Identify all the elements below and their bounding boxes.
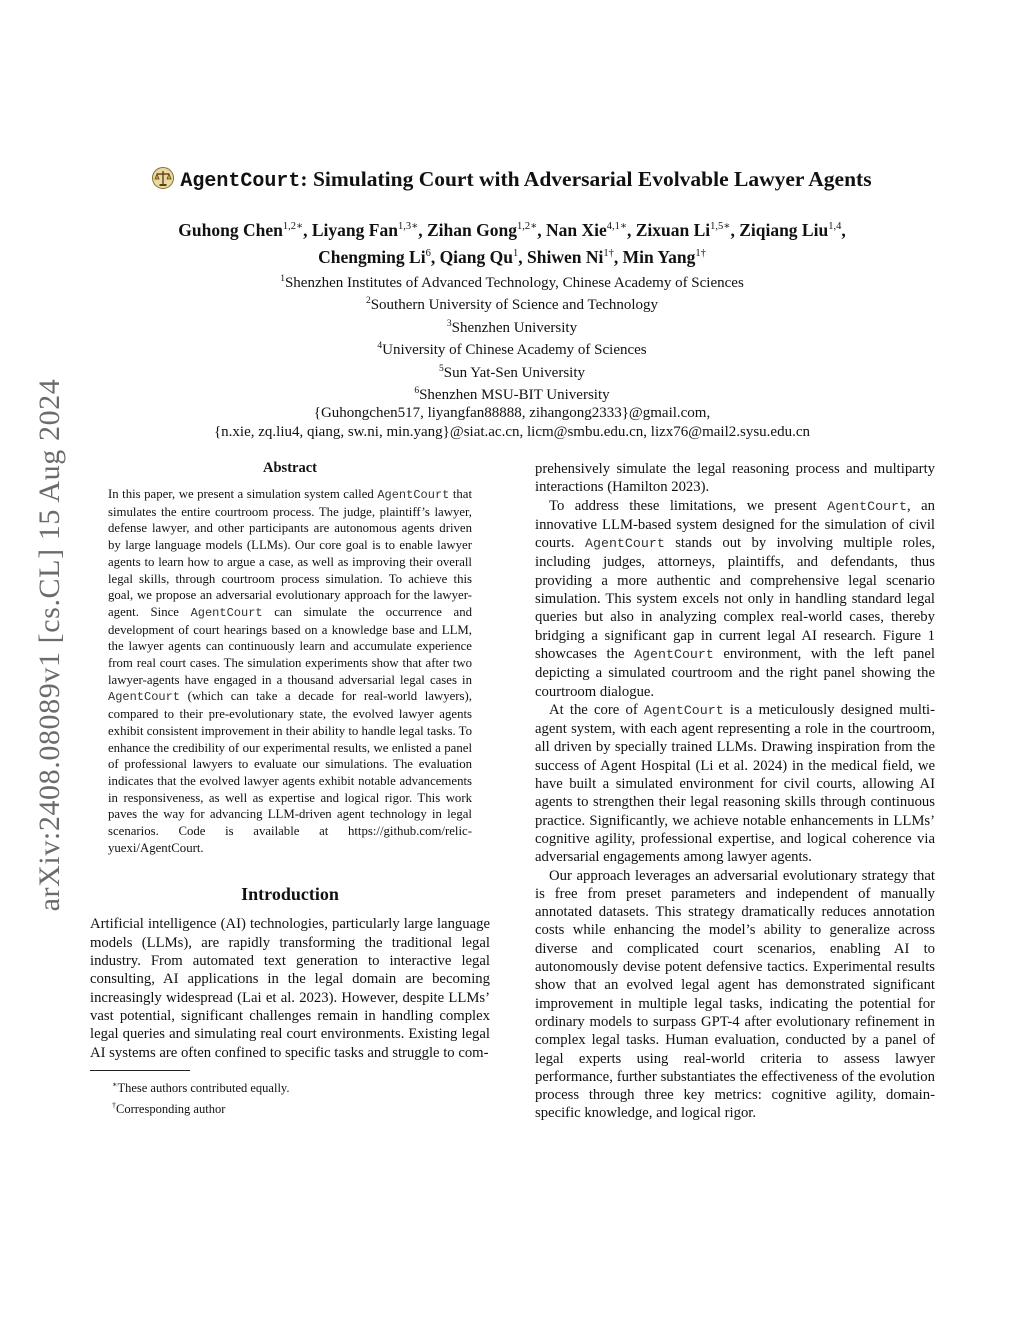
author: Shiwen $Ni^{1\dagger}$, (527, 246, 623, 267)
author: Chengming Li$^6$, (318, 246, 440, 267)
abstract-text: In this paper, we present a simulation system called AgentCourt that simulates the entire courtroom process. The judge, plaintiff’s lawyer, defense lawyer, and other participants are autonomous agents driven by large language models (LLMs). Our core goal is to enable lawyer agents to learn how to argue a case, as well as improving their overall legal skills, through courtroom process simulation. To achieve this goal, we propose an adversarial evolutionary approach for the lawyer-agent. Since AgentCourt can simulate the occurrence and development of court hearings based on a knowledge base and LLM, the lawyer agents can continuously learn and accumulate experience from real court cases. The simulation experiments show that after two lawyer-agents have engaged in a thousand adversarial legal cases in AgentCourt (which can take a decade for real-world lawyers), compared to their pre-evolutionary state, the evolved lawyer agents exhibit consistent improvement in their ability to handle legal tasks. To enhance the credibility of our experimental results, we enlisted a panel of professional lawyers to evaluate our simulations. The evaluation indicates that the evolved lawyer agents exhibit notable advancements in responsiveness, as well as expertise and logical rigor. This work paves the way for advancing LLM-driven agent technology in legal scenarios. Code is available at https://github.com/relic-yuexi/AgentCourt. (108, 487, 473, 855)
introduction-paragraph: At the core of AgentCourt is a meticulously designed multi-agent system, with each agent representing a role in the courtroom, all driven by specially trained LLMs. Drawing inspiration from the success of Agent Hospital (Li et al. 2024) in the medical field, we have built a simulated environment for civil courts, allowing AI agents to strengthen their legal reasoning skills through continuous practice. Significantly, we achieve notable enhancements in LLMs’ cognitive agility, professional expertise, and logical coherence via adversarial engagements among lawyer agents. (535, 701, 935, 866)
author: Ziqiang Liu$^{1,4}$, (739, 219, 846, 240)
author: Liyang Fan$^{1,3∗}$, (311, 219, 427, 240)
author: Zixuan $Li^{1,5∗}$, (635, 219, 740, 240)
title-system-name: AgentCourt (180, 170, 301, 193)
introduction-paragraph: To address these limitations, we present AgentCourt, an innovative LLM-based system designed for the simulation of civil courts. AgentCourt stands out by involving multiple roles, including judges, attorneys, plaintiffs, and defendants, thus providing a more authentic and comprehensive legal scenario simulation. This system excels not only in handling standard legal queries but also in analyzing complex real-world cases, thereby bridging a significant gap in current legal AI research. Figure 1 showcases the AgentCourt environment, with the left panel depicting a simulated courtroom and the right panel showing the courtroom dialogue. (535, 497, 935, 700)
footnote: †Corresponding author (112, 1101, 226, 1117)
author: Nan Xie$^{4,1∗}$, (545, 219, 636, 240)
affiliation-list (90, 270, 934, 441)
affiliation: $^2$Southern University of Science and Technology (365, 296, 659, 314)
left-column (90, 460, 490, 1118)
introduction-heading: Introduction (241, 884, 339, 905)
footnote: ∗These authors contributed equally. (112, 1079, 290, 1095)
introduction-paragraph: Our approach leverages an adversarial evolutionary strategy that is free from preset parameters and independent of manually annotated datasets. This strategy dramatically reduces annotation costs while enhancing the model’s ability to generalize across diverse and complicated court scenarios, enabling AI to autonomously devise potent defensive tactics. Experimental results show that an evolved legal agent has demonstrated significant improvement in multiple legal tasks, indicating the potential for ordinary models to surpass GPT-4 after evolutionary refinement in complex legal tasks. Human evaluation, conducted by a panel of legal experts using real-world criteria to assess lawyer performance, further substantiates the effectiveness of the evolution process through three key metrics: cognitive agility, domain-specific knowledge, and logical rigor. (535, 867, 935, 1122)
author: Qiang Qu$^1$, (439, 246, 527, 267)
abstract-heading: Abstract (263, 460, 317, 476)
paper-title (0, 167, 1024, 195)
arxiv-identifier-stamp: arXiv:2408.08089v1 [cs.CL] 15 Aug 2024 (33, 378, 66, 912)
affiliation: $^4$University of Chinese Academy of Sciences (377, 341, 647, 359)
scales-of-justice-icon (152, 167, 174, 195)
affiliation: $^3$Shenzhen University (446, 318, 578, 336)
author: Guhong Chen$^{1,2∗}$, (178, 219, 312, 240)
affiliation: $^6$Shenzhen MSU-BIT University (414, 386, 610, 404)
affiliation: $^1$Shenzhen Institutes of Advanced Technology, Chinese Academy of Sciences (280, 274, 744, 291)
author-emails: {n.xie, zq.liu4, qiang, sw.ni, min.yang}@siat.ac.cn, licm@smbu.edu.cn, lizx76@mail2.sysu.edu.cn (213, 423, 810, 440)
footnote-divider (90, 1070, 190, 1071)
introduction-paragraph: prehensively simulate the legal reasoning process and multiparty interactions (Hamilton 2023). (535, 461, 935, 496)
affiliation: $^5$Sun Yat-Sen University (438, 363, 585, 381)
title-text: : Simulating Court with Adversarial Evolvable Lawyer Agents (300, 167, 872, 191)
author-list (90, 215, 934, 269)
author: Zihan Gong$^{1,2∗}$, (426, 219, 546, 240)
right-column (535, 460, 935, 1123)
author: Min Yang$^{1\dagger}$ (622, 246, 706, 267)
introduction-paragraph: Artificial intelligence (AI) technologies, particularly large language models (LLMs), are rapidly transforming the traditional legal industry. From automated text generation to interactive legal consulting, AI applications in the legal domain are becoming increasingly widespread (Lai et al. 2023). However, despite LLMs’ vast potential, significant challenges remain in handling complex legal queries and simulating real court environments. Existing legal AI systems are often confined to specific tasks and struggle to com- (90, 916, 490, 1061)
author-emails: {Guhongchen517, liyangfan88888, zihangong2333}@gmail.com, (313, 405, 711, 422)
